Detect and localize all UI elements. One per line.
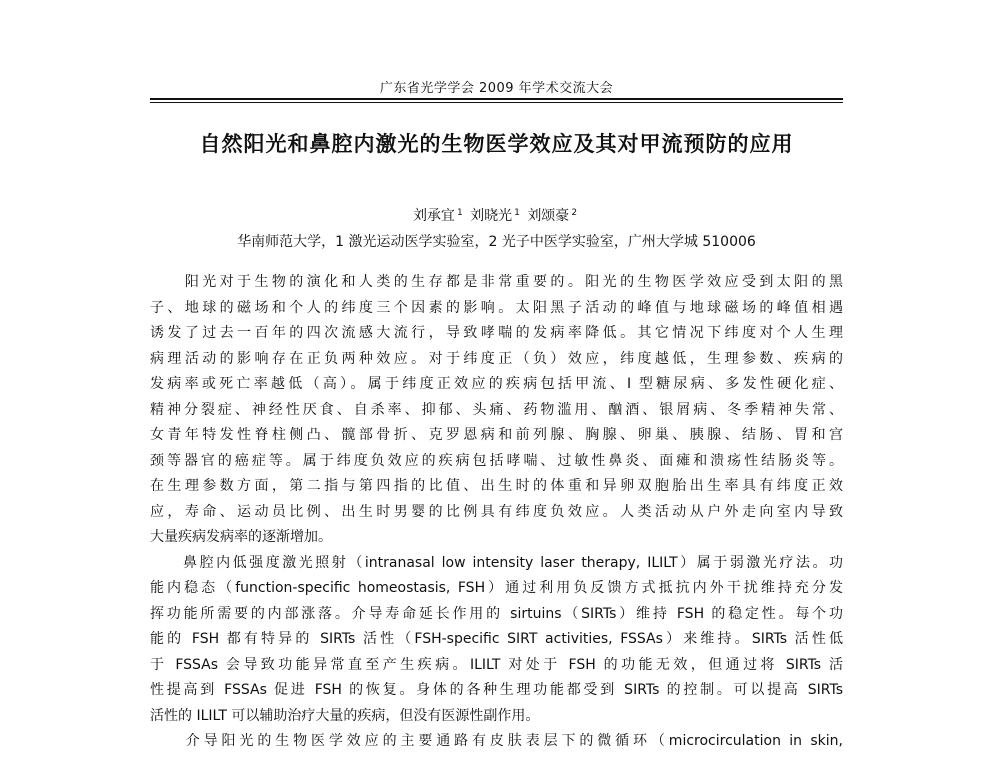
affiliation: 华南师范大学，1 激光运动医学实验室，2 光子中医学实验室，广州大学城 510006 <box>237 234 756 250</box>
body-line: 挥功能所需要的内部涨落。介导寿命延长作用的 sirtuins（SIRTs）维持 FSH 的稳定性。每个功 <box>150 605 843 622</box>
author-affiliation-mark: 1 <box>456 208 463 218</box>
header-rule-thick <box>150 98 843 100</box>
header-rule-thin <box>150 102 843 103</box>
body-line: 发病率或死亡率越低（高）。属于纬度正效应的疾病包括甲流、I 型糖尿病、多发性硬化症、 <box>150 376 843 392</box>
body-line: 能内稳态（function-specific homeostasis, FSH）通过利用负反馈方式抵抗内外干扰维持充分发 <box>150 580 843 596</box>
author-affiliation-mark: 1 <box>514 208 520 218</box>
body-line: 介导阳光的生物医学效应的主要通路有皮肤表层下的微循环（microcirculation in skin, <box>150 733 843 749</box>
body-line: 诱发了过去一百年的四次流感大流行，导致哮喘的发病率降低。其它情况下纬度对个人生理 <box>150 325 843 341</box>
body-line: 性提高到 FSSAs 促进 FSH 的恢复。身体的各种生理功能都受到 SIRTs 的控制。可以提高 SIRTs <box>150 682 843 698</box>
body-line: 病理活动的影响存在正负两种效应。对于纬度正（负）效应，纬度越低，生理参数、疾病的 <box>150 350 843 367</box>
body-line: 鼻腔内低强度激光照射（intranasal low intensity laser therapy, ILILT）属于弱激光疗法。功 <box>150 554 843 571</box>
body-line: 应，寿命、运动员比例、出生时男婴的比例具有纬度负效应。人类活动从户外走向室内导致 <box>150 503 843 520</box>
body-line: 阳光对于生物的演化和人类的生存都是非常重要的。阳光的生物医学效应受到太阳的黑 <box>150 274 843 290</box>
body-line: 大量疾病发病率的逐渐增加。 <box>150 529 332 545</box>
body-line: 于 FSSAs 会导致功能异常直至产生疾病。ILILT 对处于 FSH 的功能无效，但通过将 SIRTs 活 <box>150 656 843 673</box>
body-line: 活性的 ILILT 可以辅助治疗大量的疾病，但没有医源性副作用。 <box>150 707 540 724</box>
author-name: 刘颂豪 <box>527 208 570 224</box>
body-line: 能的 FSH 都有特异的 SIRTs 活性（FSH-specific SIRT activities, FSSAs）来维持。SIRTs 活性低 <box>150 631 843 647</box>
abstract-body <box>150 270 843 755</box>
body-line: 精神分裂症、神经性厌食、自杀率、抑郁、头痛、药物滥用、酗酒、银屑病、冬季精神失常、 <box>150 401 843 418</box>
paper-title: 自然阳光和鼻腔内激光的生物医学效应及其对甲流预防的应用 <box>199 132 794 156</box>
body-line: 在生理参数方面，第二指与第四指的比值、出生时的体重和异卵双胞胎出生率具有纬度正效 <box>150 478 843 494</box>
body-line: 子、地球的磁场和个人的纬度三个因素的影响。太阳黑子活动的峰值与地球磁场的峰值相遇 <box>150 299 843 316</box>
body-line: 颈等器官的癌症等。属于纬度负效应的疾病包括哮喘、过敏性鼻炎、面瘫和溃疡性结肠炎等。 <box>150 452 843 469</box>
author-name: 刘承宜 <box>412 208 455 224</box>
author-list <box>150 205 843 225</box>
author-affiliation-mark: 2 <box>571 208 578 218</box>
conference-header: 广东省光学学会 2009 年学术交流大会 <box>379 81 614 96</box>
author-name: 刘晓光 <box>470 208 513 224</box>
body-line: 女青年特发性脊柱侧凸、髋部骨折、克罗恩病和前列腺、胸腺、卵巢、胰腺、结肠、胃和宫 <box>150 427 843 443</box>
